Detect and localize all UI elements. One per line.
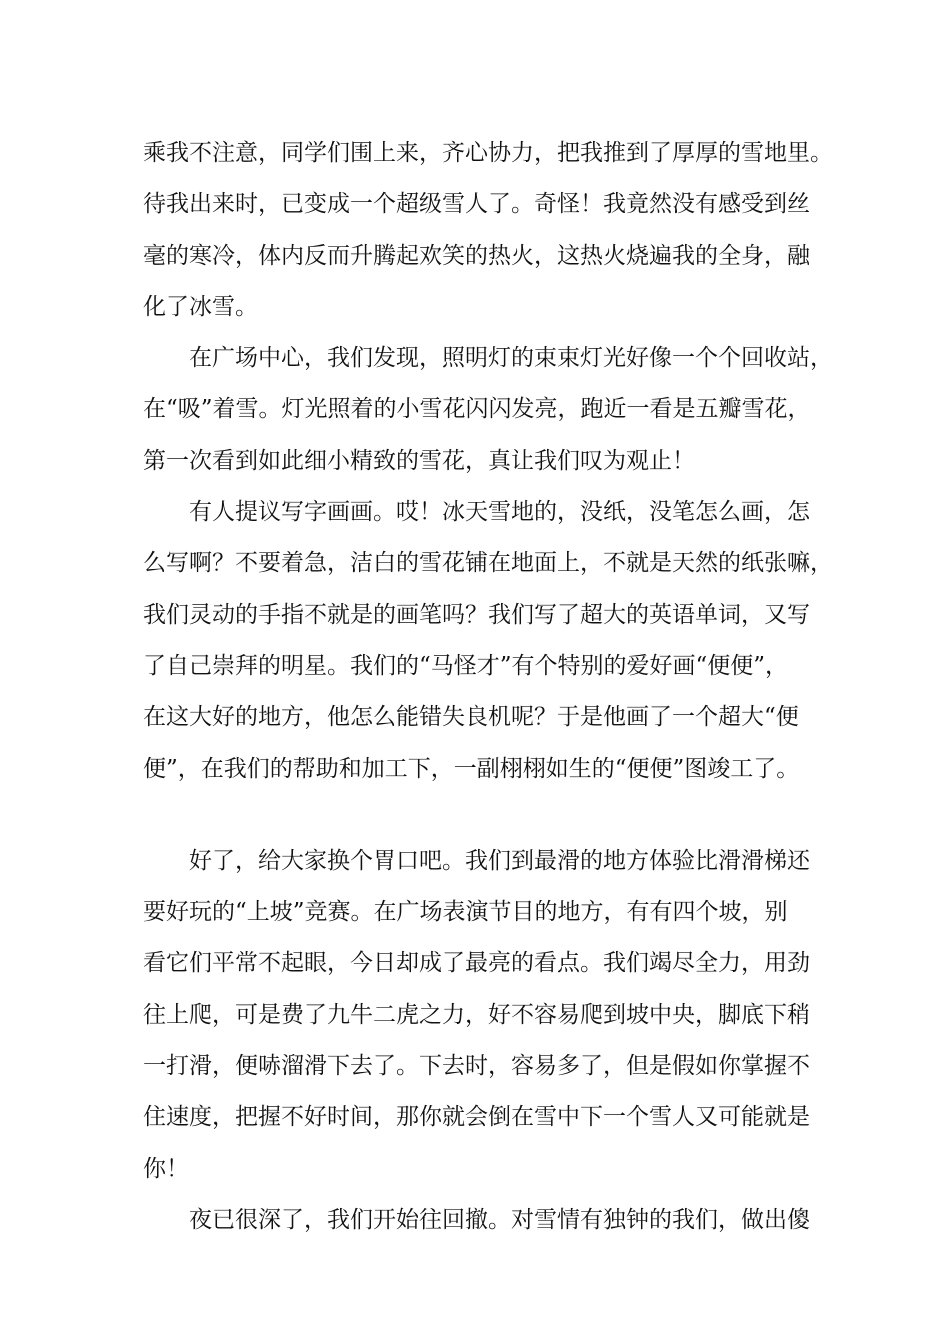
text-line: 有人提议写字画画。哎！冰天雪地的，没纸，没笔怎么画，怎	[189, 499, 810, 526]
paragraph-snow-drawing	[143, 487, 833, 795]
text-line: 看它们平常不起眼，今日却成了最亮的看点。我们竭尽全力，用劲	[143, 950, 810, 977]
body-text	[143, 128, 833, 1246]
text-line: 好了，给大家换个胃口吧。我们到最滑的地方体验比滑滑梯还	[189, 847, 810, 874]
text-line: 么写啊？不要着急，洁白的雪花铺在地面上，不就是天然的纸张嘛，	[143, 550, 833, 577]
paragraph-snowman	[143, 128, 833, 333]
paragraph-gap	[143, 795, 823, 836]
text-line: 你！	[143, 1155, 189, 1182]
text-line: 我们灵动的手指不就是的画笔吗？我们写了超大的英语单词，又写	[143, 601, 810, 628]
text-line: 毫的寒冷，体内反而升腾起欢笑的热火，这热火烧遍我的全身，融	[143, 242, 810, 269]
text-line: 在广场中心，我们发现，照明灯的束束灯光好像一个个回收站，	[189, 345, 833, 372]
text-line: 乘我不注意，同学们围上来，齐心协力，把我推到了厚厚的雪地里。	[143, 140, 833, 166]
paragraph-night	[143, 1195, 823, 1246]
text-line: 在“吸”着雪。灯光照着的小雪花闪闪发亮，跑近一看是五瓣雪花，	[143, 396, 811, 423]
text-line: 夜已很深了，我们开始往回撤。对雪情有独钟的我们，做出傻	[189, 1206, 810, 1233]
text-line: 了自己崇拜的明星。我们的“马怪才”有个特别的爱好画“便便”，	[143, 652, 789, 679]
text-line: 便”，在我们的帮助和加工下，一副栩栩如生的“便便”图竣工了。	[143, 755, 800, 782]
text-line: 一打滑，便哧溜滑下去了。下去时，容易多了，但是假如你掌握不	[143, 1053, 810, 1080]
text-line: 在这大好的地方，他怎么能错失良机呢？于是他画了一个超大“便	[143, 704, 799, 731]
text-line: 化了冰雪。	[143, 293, 258, 320]
text-line: 往上爬，可是费了九牛二虎之力，好不容易爬到坡中央，脚底下稍	[143, 1001, 810, 1028]
text-line: 第一次看到如此细小精致的雪花，真让我们叹为观止！	[143, 447, 695, 474]
text-line: 住速度，把握不好时间，那你就会倒在雪中下一个雪人又可能就是	[143, 1104, 810, 1131]
paragraph-square-lights	[143, 333, 833, 487]
paragraph-slope-race	[143, 836, 823, 1195]
text-line: 待我出来时，已变成一个超级雪人了。奇怪！我竟然没有感受到丝	[143, 191, 810, 218]
text-line: 要好玩的“上坡”竞赛。在广场表演节目的地方，有有四个坡，别	[143, 899, 788, 926]
